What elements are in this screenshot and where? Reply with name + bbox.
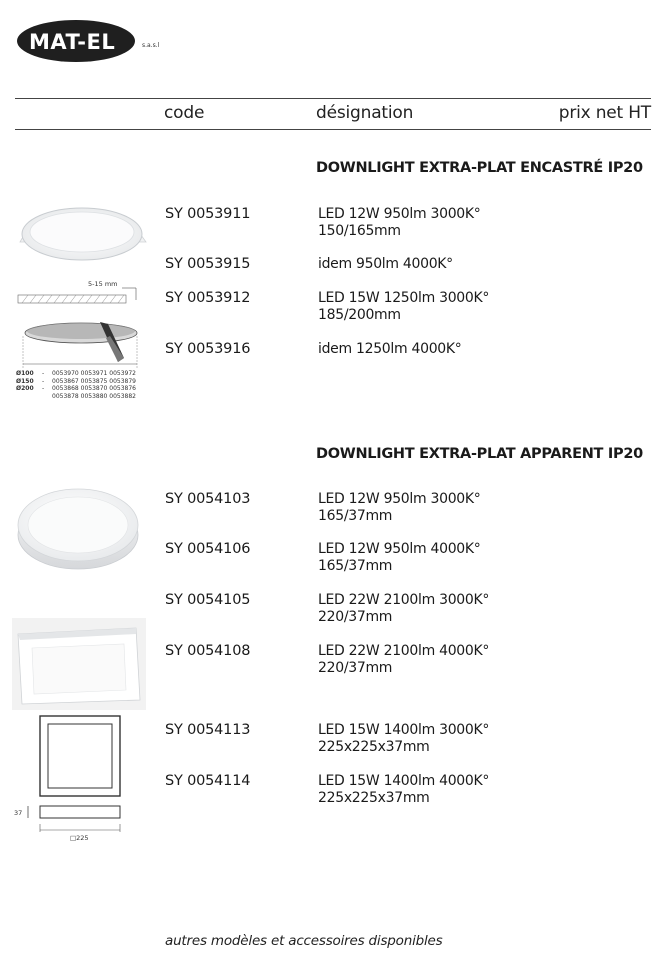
product-designation: idem 1250lm 4000K° [318,341,462,357]
product-code: SY 0054108 [165,643,251,659]
column-header-price: prix net HT [558,103,651,123]
product-designation: LED 15W 1400lm 3000K° 225x225x37mm [318,722,490,755]
height-label: 37 [14,809,23,817]
logo-text: MAT-EL [29,30,116,54]
square-surface-downlight-image [12,618,146,710]
square-technical-drawing [12,712,132,846]
column-header-code: code [164,103,205,123]
reference-row: 0053878 0053880 0053882 [52,392,136,400]
product-code: SY 0053915 [165,256,251,272]
column-header-designation: désignation [316,103,414,123]
footer-note: autres modèles et accessoires disponibles [165,933,443,949]
recessed-downlight-image [14,198,150,266]
product-designation: LED 22W 2100lm 4000K° 220/37mm [318,643,490,676]
reference-row: Ø200 - 0053868 0053870 0053876 [16,385,136,392]
mat-el-logo [16,19,166,63]
recessed-technical-drawing [14,278,144,373]
product-code: SY 0053911 [165,206,251,222]
product-code: SY 0054103 [165,491,251,507]
product-designation: LED 12W 950lm 4000K° 165/37mm [318,541,481,574]
depth-label: 5-15 mm [88,280,118,288]
round-surface-downlight-image [16,485,142,573]
product-code: SY 0054113 [165,722,251,738]
product-code: SY 0053912 [165,290,251,306]
product-code: SY 0054105 [165,592,251,608]
product-designation: LED 15W 1250lm 3000K° 185/200mm [318,290,490,323]
product-code: SY 0054106 [165,541,251,557]
reference-row: Ø100 - 0053970 0053971 0053972 [16,370,136,377]
width-label: □225 [70,834,89,842]
product-designation: LED 22W 2100lm 3000K° 220/37mm [318,592,490,625]
header-top-rule [15,98,651,99]
product-code: SY 0053916 [165,341,251,357]
reference-row: Ø150 - 0053867 0053875 0053879 [16,377,136,385]
section-title-recessed: DOWNLIGHT EXTRA-PLAT ENCASTRÉ IP20 [316,160,643,176]
reference-codes-table [16,370,136,400]
product-designation: LED 15W 1400lm 4000K° 225x225x37mm [318,773,490,806]
product-code: SY 0054114 [165,773,251,789]
product-designation: LED 12W 950lm 3000K° 165/37mm [318,491,481,524]
product-designation: LED 12W 950lm 3000K° 150/165mm [318,206,481,239]
section-title-surface: DOWNLIGHT EXTRA-PLAT APPARENT IP20 [316,446,643,462]
header-bottom-rule [15,129,651,130]
logo-suffix: s.a.s.l [142,42,160,49]
product-designation: idem 950lm 4000K° [318,256,453,272]
